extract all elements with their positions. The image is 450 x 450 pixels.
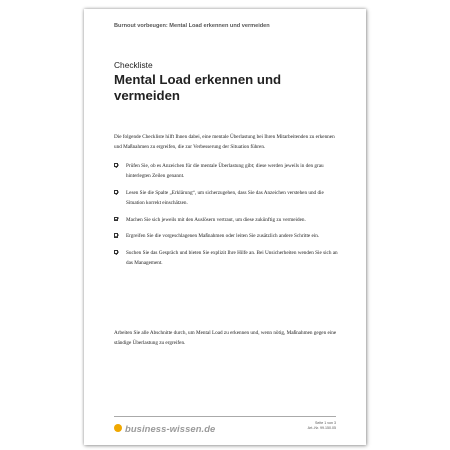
footer-meta [308,421,336,431]
checkbox-checked-icon [114,163,118,167]
checklist-item [114,231,339,241]
checklist-item-text: Prüfen Sie, ob es Anzeichen für die mentale Überlastung gibt; diese werden jeweils in den grau hinterlegten Zeilen genannt. [126,163,324,180]
checkbox-checked-icon [114,217,118,221]
checklist-item [114,248,339,268]
intro-paragraph: Die folgende Checkliste hilft Ihnen dabei, eine mentale Überlastung bei Ihren Mitarbeitenden zu erkennen und Maßnahmen zu ergreifen, die zur Verbesserung der Situation führen. [114,134,335,151]
checkbox-checked-icon [114,190,118,194]
brand-logo [114,421,215,435]
article-number: Art.-Nr. 99.150.05 [307,426,336,431]
logo-dot-icon [114,424,122,432]
checklist [114,161,339,275]
checklist-item-text: Machen Sie sich jeweils mit den Auslösern vertraut, um diese zukünftig zu vermeiden. [126,216,306,223]
closing-paragraph: Arbeiten Sie alle Abschnitte durch, um Mental Load zu erkennen und, wenn nötig, Maßnahmen gegen eine ständige Überlastung zu ergreifen. [114,330,337,347]
checkbox-checked-icon [114,233,118,237]
running-header: Burnout vorbeugen: Mental Load erkennen und vermeiden [114,23,270,29]
checklist-item-text: Suchen Sie das Gespräch und bieten Sie explizit Ihre Hilfe an. Bei Unsicherheiten wenden Sie sich an das Management. [126,249,338,266]
checklist-item [114,161,339,181]
checklist-item [114,215,339,225]
checklist-item-text: Lesen Sie die Spalte „Erklärung“, um sicherzugehen, dass Sie das Anzeichen verstehen und die Situation korrekt einschätzen. [126,189,324,206]
checklist-item-text: Ergreifen Sie die vorgeschlagenen Maßnahmen oder leiten Sie zusätzlich andere Schritte ein. [126,233,320,240]
footer-divider [114,416,336,417]
page-number: Seite 1 von 3 [315,421,336,425]
checkbox-checked-icon [114,250,118,254]
document-title: Mental Load erkennen und vermeiden [114,72,282,103]
document-page [84,9,366,445]
checklist-item [114,188,339,208]
logo-wordmark: business-wissen.de [125,422,216,434]
document-eyebrow: Checkliste [114,60,153,70]
